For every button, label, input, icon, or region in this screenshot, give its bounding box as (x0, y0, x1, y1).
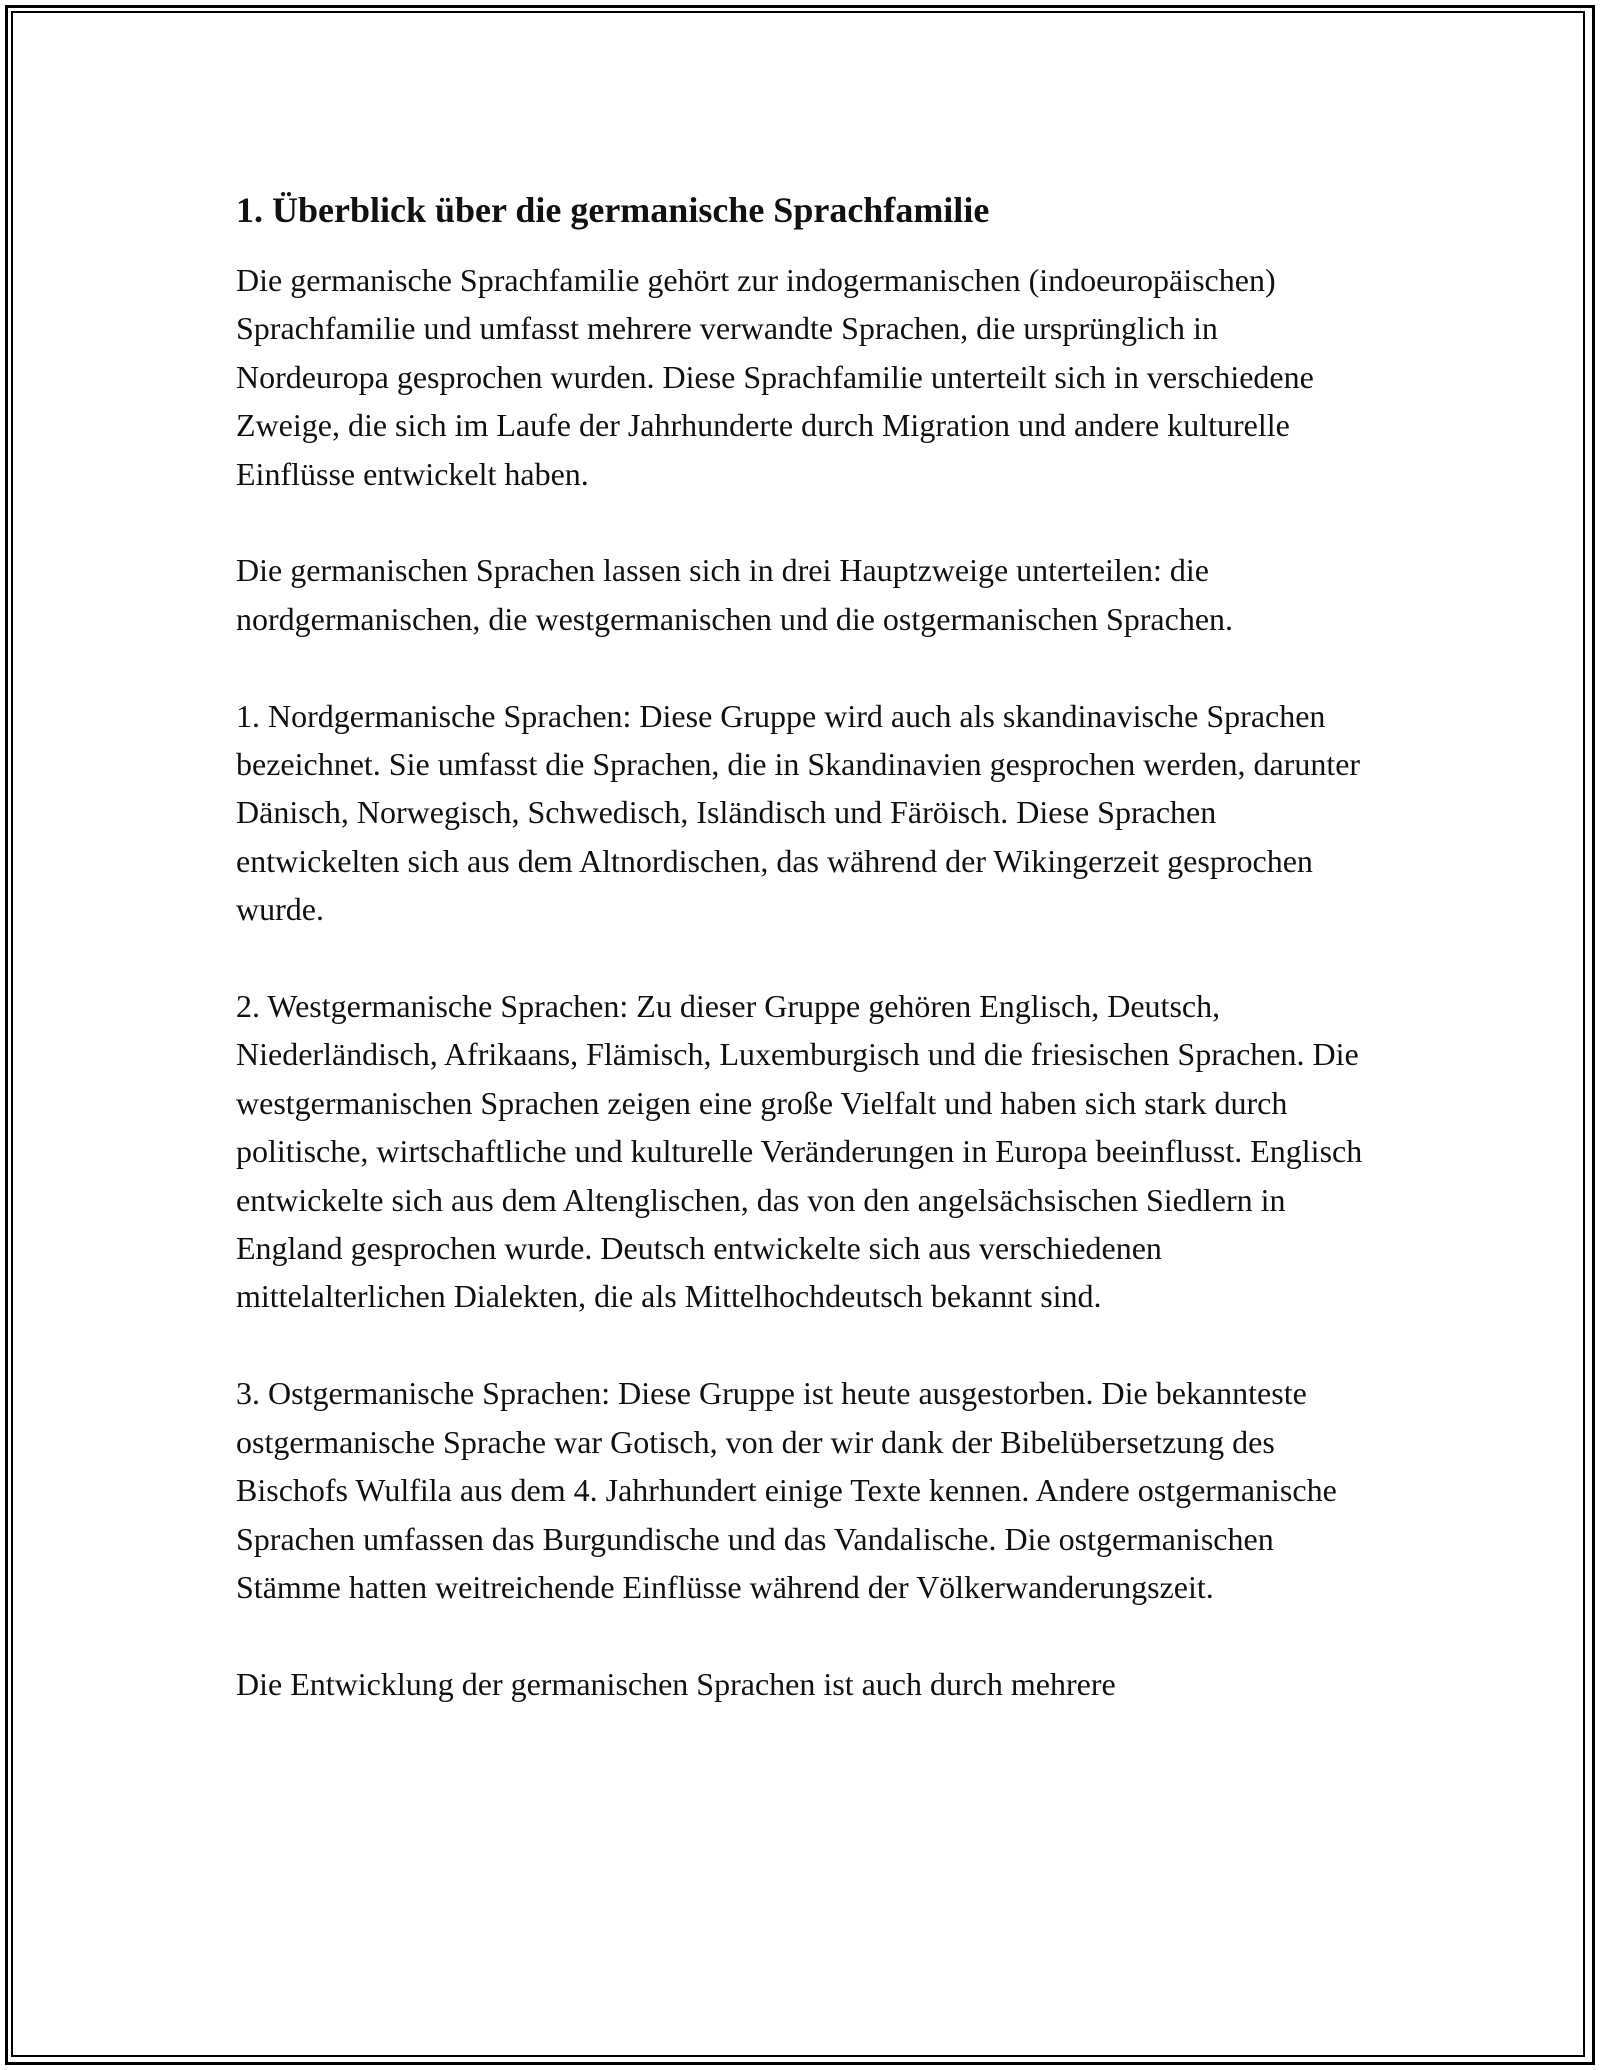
section-heading: 1. Überblick über die germanische Sprachfamilie (236, 190, 990, 230)
paragraph-north-germanic: 1. Nordgermanische Sprachen: Diese Gruppe wird auch als skandinavische Sprachen bezeichnet. Sie umfasst die Sprachen, die in Skandinavien gesprochen werden, darunter Dänisch, Norwegisch, Schwedisch, Isländisch und Färöisch. Diese Sprachen entwickelten sich aus dem Altnordischen, das während der Wikingerzeit gesprochen wurde. (236, 697, 1361, 928)
paragraph-east-germanic: 3. Ostgermanische Sprachen: Diese Gruppe ist heute ausgestorben. Die bekannteste ostgermanische Sprache war Gotisch, von der wir dank der Bibelübersetzung des Bischofs Wulfila aus dem 4. Jahrhundert einige Texte kennen. Andere ostgermanische Sprachen umfassen das Burgundische und das Vandalische. Die ostgermanischen Stämme hatten weitreichende Einflüsse während der Völkerwanderungszeit. (236, 1375, 1337, 1605)
document-body (236, 186, 1366, 1757)
paragraph-intro: Die germanische Sprachfamilie gehört zur indogermanischen (indoeuropäischen) Sprachfamilie und umfasst mehrere verwandte Sprachen, die ursprünglich in Nordeuropa gesprochen wurden. Diese Sprachfamilie unterteilt sich in verschiedene Zweige, die sich im Laufe der Jahrhunderte durch Migration und andere kulturelle Einflüsse entwickelt haben. (236, 262, 1314, 492)
paragraph-west-germanic: 2. Westgermanische Sprachen: Zu dieser Gruppe gehören Englisch, Deutsch, Niederländisch, Afrikaans, Flämisch, Luxemburgisch und die friesischen Sprachen. Die westgermanischen Sprachen zeigen eine große Vielfalt und haben sich stark durch politische, wirtschaftliche und kulturelle Veränderungen in Europa beeinflusst. Englisch entwickelte sich aus dem Altenglischen, das von den angelsächsischen Siedlern in England gesprochen wurde. Deutsch entwickelte sich aus verschiedenen mittelalterlichen Dialekten, die als Mittelhochdeutsch bekannt sind. (236, 988, 1363, 1315)
paragraph-development: Die Entwicklung der germanischen Sprachen ist auch durch mehrere (236, 1665, 1116, 1702)
paragraph-branches: Die germanischen Sprachen lassen sich in drei Hauptzweige unterteilen: die nordgermanischen, die westgermanischen und die ostgermanischen Sprachen. (236, 552, 1234, 637)
